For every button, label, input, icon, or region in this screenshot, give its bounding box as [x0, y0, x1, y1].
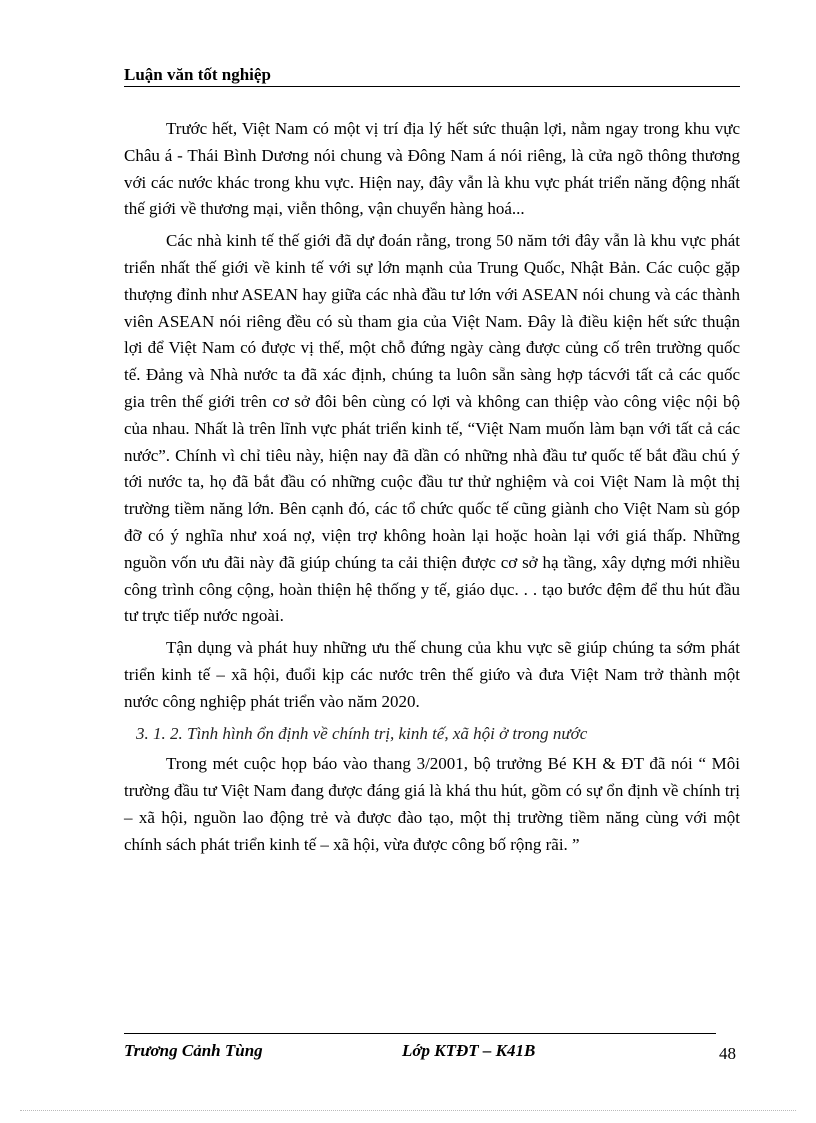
running-header-title: Luận văn tốt nghiệp: [124, 65, 271, 84]
bottom-dotted-border: [20, 1110, 796, 1111]
paragraph-economists: Các nhà kinh tế thế giới đã dự đoán rằng, trong 50 năm tới đây vẫn là khu vực phát triển nhất thế giới về kinh tế với sự lớn mạnh của Trung Quốc, Nhật Bản. Các cuộc gặp thượng đỉnh như ASEAN hay giữa các nhà đầu tư lớn với ASEAN nói chung và các thành viên ASEAN nói riêng đều có sù tham gia của Việt Nam. Đây là điều kiện hết sức thuận lợi để Việt Nam có được vị thế, một chỗ đứng ngày càng được củng cố trên trường quốc tế. Đảng và Nhà nước ta đã xác định, chúng ta luôn sẵn sàng hợp tácvới tất cả các quốc gia trên thế giới trên cơ sở đôi bên cùng có lợi và không can thiệp vào công việc nội bộ của nhau. Nhất là trên lĩnh vực phát triển kinh tế, “Việt Nam muốn làm bạn với tất cả các nước”. Chính vì chỉ tiêu này, hiện nay đã dần có những nhà đầu tư quốc tế bắt đầu chú ý tới nước ta, họ đã bắt đầu có những cuộc đầu tư thử nghiệm và coi Việt Nam là một thị trường tiềm năng lớn. Bên cạnh đó, các tổ chức quốc tế cũng giành cho Việt Nam sù góp đỡ có ý nghĩa như xoá nợ, viện trợ không hoàn lại hoặc hoàn lại với giá thấp. Những nguồn vốn ưu đãi này đã giúp chúng ta cải thiện được cơ sở hạ tầng, xây dựng mới nhiều công trình công cộng, hoàn thiện hệ thống y tế, giáo dục. . . tạo bước đệm để thu hút đầu tư trực tiếp nước ngoài.: [124, 231, 740, 626]
footer-class: Lớp KTĐT – K41B: [402, 1041, 536, 1060]
footer-author: Trương Cảnh Tùng: [124, 1041, 263, 1060]
section-heading: 3. 1. 2. Tình hình ổn định về chính trị, kinh tế, xã hội ở trong nước: [136, 723, 588, 743]
paragraph-advantages: Tận dụng và phát huy những ưu thế chung của khu vực sẽ giúp chúng ta sớm phát triển kinh tế – xã hội, đuổi kịp các nước trên thế giứo và đưa Việt Nam trở thành một nước công nghiệp phát triển vào năm 2020.: [124, 638, 740, 711]
body-text: [124, 116, 740, 864]
paragraph-geography: Trước hết, Việt Nam có một vị trí địa lý hết sức thuận lợi, nằm ngay trong khu vực Châu á - Thái Bình Dương nói chung và Đông Nam á nói riêng, là cửa ngõ thông thương với các nước khác trong khu vực. Hiện nay, đây vẫn là khu vực phát triển năng động nhất thế giới về thương mại, viễn thông, vận chuyển hàng hoá...: [124, 119, 740, 219]
header-rule: [124, 86, 740, 87]
paragraph-press-conference: Trong mét cuộc họp báo vào thang 3/2001, bộ trưởng Bé KH & ĐT đã nói “ Môi trường đầu tư Việt Nam đang được đáng giá là khá thu hút, gồm có sự ổn định về chính trị – xã hội, nguồn lao động trẻ và được đào tạo, một thị trường tiềm năng cùng với một chính sách phát triển kinh tế – xã hội, vừa được công bố rộng rãi. ”: [124, 754, 740, 854]
page-number: 48: [719, 1044, 736, 1063]
footer-rule: [124, 1033, 716, 1034]
